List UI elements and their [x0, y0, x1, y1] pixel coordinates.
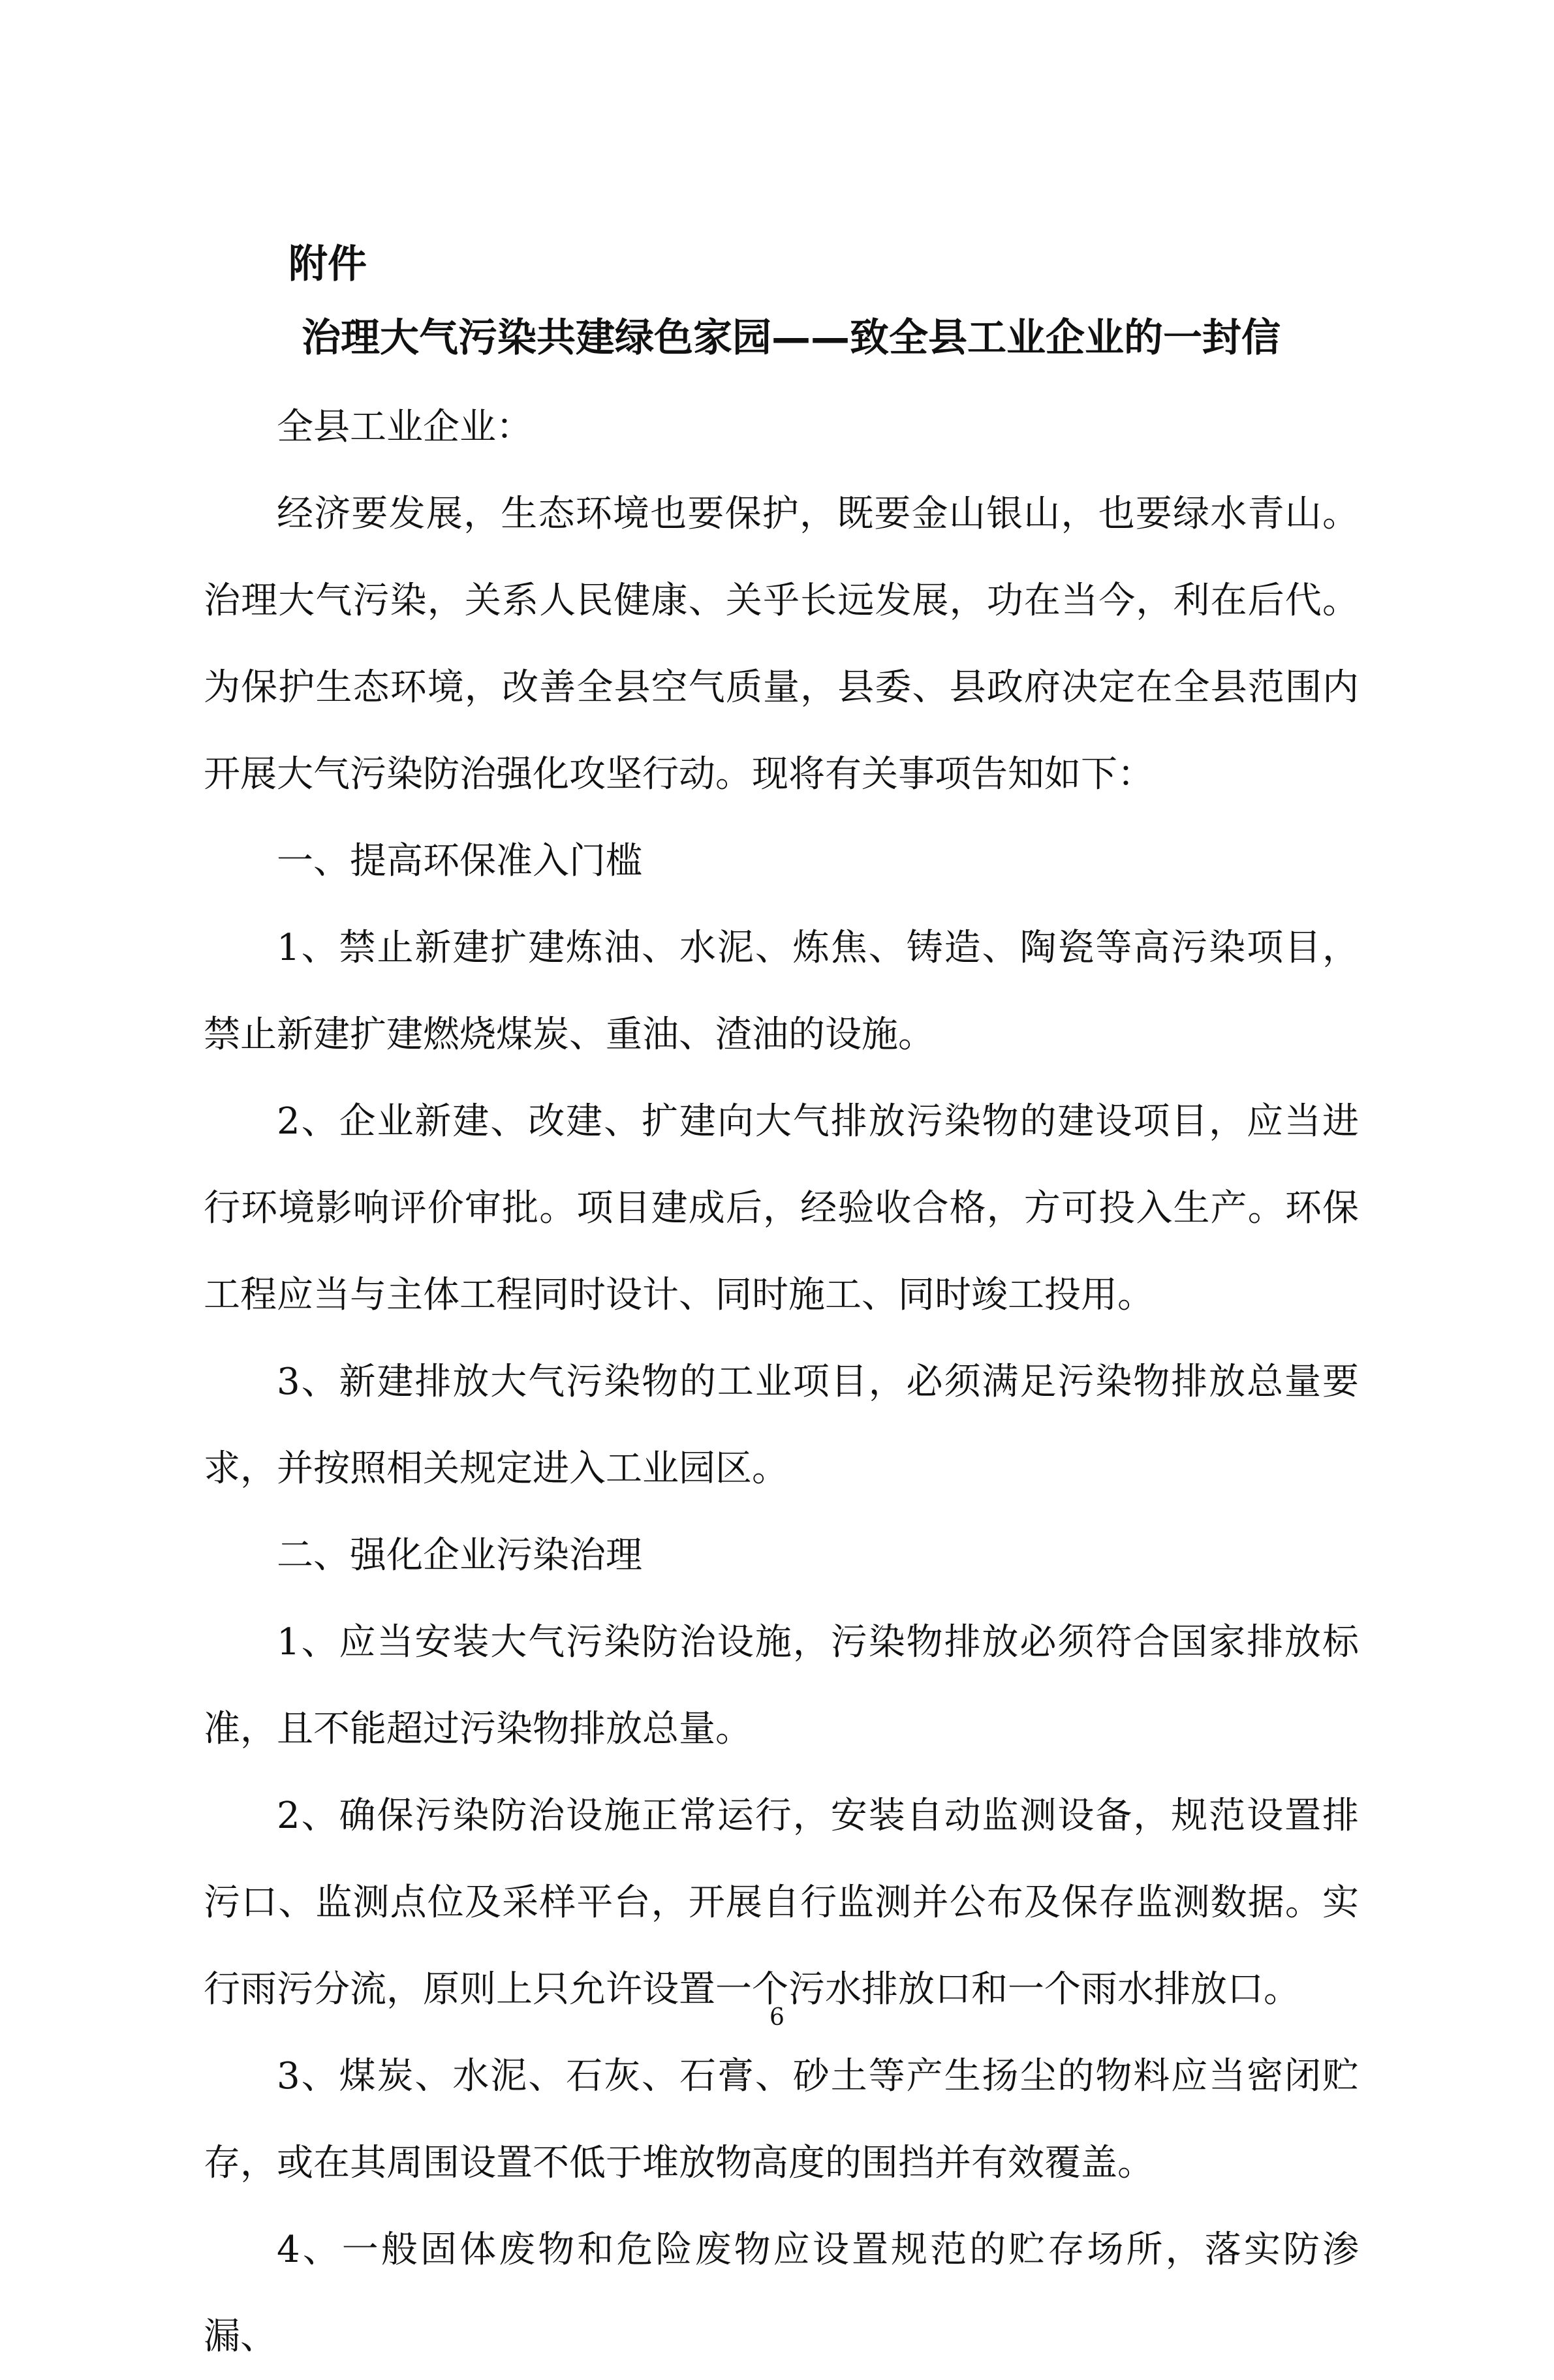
paragraph: 3、新建排放大气污染物的工业项目，必须满足污染物排放总量要求，并按照相关规定进入工业园区。: [204, 1361, 1359, 1490]
paragraph: 1、禁止新建扩建炼油、水泥、炼焦、铸造、陶瓷等高污染项目，禁止新建扩建燃烧煤炭、重油、渣油的设施。: [204, 927, 1359, 1056]
paragraph: 3、煤炭、水泥、石灰、石膏、砂土等产生扬尘的物料应当密闭贮存，或在其周围设置不低于堆放物高度的围挡并有效覆盖。: [204, 2055, 1359, 2184]
salutation: 全县工业企业：: [277, 406, 533, 448]
document-title: 治理大气污染共建绿色家园——致全县工业企业的一封信: [302, 315, 1281, 361]
paragraph: 1、应当安装大气污染防治设施，污染物排放必须符合国家排放标准，且不能超过污染物排放总量。: [204, 1621, 1359, 1750]
section-heading: 一、提高环保准入门槛: [277, 840, 642, 882]
attachment-label: 附件: [288, 241, 367, 287]
paragraph: 经济要发展，生态环境也要保护，既要金山银山，也要绿水青山。治理大气污染，关系人民健康、关乎长远发展，功在当今，利在后代。为保护生态环境，改善全县空气质量，县委、县政府决定在全县范围内开展大气污染防治强化攻坚行动。现将有关事项告知如下：: [204, 493, 1359, 796]
section-heading: 二、强化企业污染治理: [277, 1534, 642, 1577]
paragraph: 4、一般固体废物和危险废物应设置规范的贮存场所，落实防渗漏、: [204, 2229, 1359, 2358]
page-number: 6: [769, 2004, 785, 2031]
paragraph: 2、企业新建、改建、扩建向大气排放污染物的建设项目，应当进行环境影响评价审批。项目建成后，经验收合格，方可投入生产。环保工程应当与主体工程同时设计、同时施工、同时竣工投用。: [204, 1100, 1359, 1316]
paragraph: 2、确保污染防治设施正常运行，安装自动监测设备，规范设置排污口、监测点位及采样平台，开展自行监测并公布及保存监测数据。实行雨污分流，原则上只允许设置一个污水排放口和一个雨水排放口。: [204, 1795, 1359, 2011]
document-body: [204, 384, 1359, 2380]
